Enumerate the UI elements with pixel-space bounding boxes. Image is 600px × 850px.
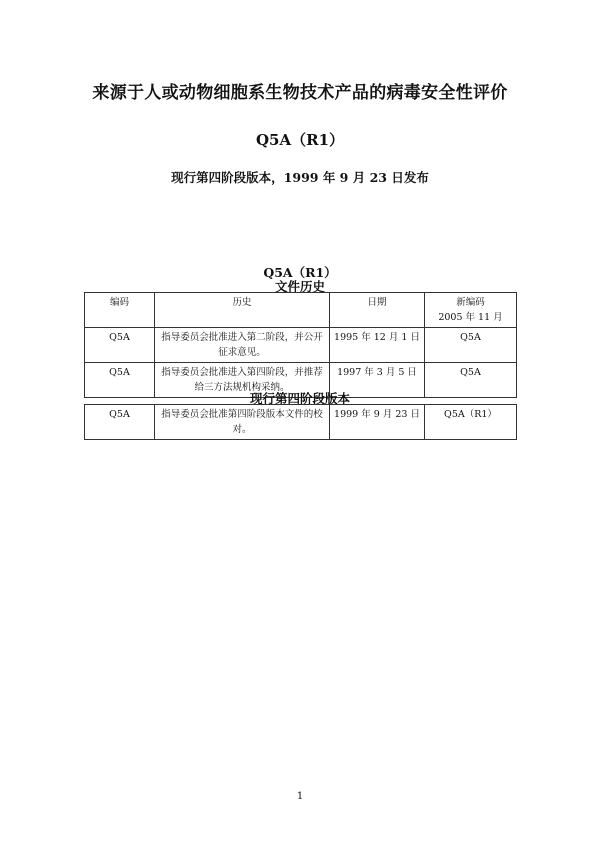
cell-history: 指导委员会批准进入第四阶段，并推荐给三方法规机构采纳。 bbox=[155, 363, 330, 398]
cell-new-code: Q5A bbox=[425, 363, 517, 398]
cell-date: 1999 年 9 月 23 日 bbox=[330, 405, 425, 440]
history-section-heading: 文件历史 bbox=[274, 279, 325, 294]
table-row bbox=[85, 328, 517, 363]
cell-new-code: Q5A（R1） bbox=[425, 405, 517, 440]
column-header-new-code-date: 2005 年 11 月 bbox=[438, 312, 503, 323]
table-row bbox=[85, 405, 517, 440]
cell-code: Q5A bbox=[85, 328, 155, 363]
cell-date: 1995 年 12 月 1 日 bbox=[330, 328, 425, 363]
cell-code: Q5A bbox=[85, 405, 155, 440]
cell-new-code: Q5A bbox=[425, 328, 517, 363]
column-header-new-code-label: 新编码 bbox=[456, 297, 485, 308]
table-header-row bbox=[85, 293, 517, 328]
cell-code: Q5A bbox=[85, 363, 155, 398]
cell-history: 指导委员会批准第四阶段版本文件的校对。 bbox=[155, 405, 330, 440]
history-table bbox=[84, 292, 517, 398]
page-number: 1 bbox=[296, 791, 304, 802]
history-section-code: Q5A（R1） bbox=[263, 265, 337, 280]
cell-date: 1997 年 3 月 5 日 bbox=[330, 363, 425, 398]
column-header-history: 历史 bbox=[155, 293, 330, 328]
cell-history: 指导委员会批准进入第二阶段，并公开征求意见。 bbox=[155, 328, 330, 363]
column-header-new-code bbox=[425, 293, 517, 328]
document-code: Q5A（R1） bbox=[255, 131, 345, 149]
document-title: 来源于人或动物细胞系生物技术产品的病毒安全性评价 bbox=[92, 83, 508, 103]
current-version-table bbox=[84, 404, 517, 440]
column-header-code: 编码 bbox=[85, 293, 155, 328]
current-section-heading: 现行第四阶段版本 bbox=[249, 391, 350, 406]
column-header-date: 日期 bbox=[330, 293, 425, 328]
document-subtitle: 现行第四阶段版本，1999 年 9 月 23 日发布 bbox=[171, 170, 429, 185]
